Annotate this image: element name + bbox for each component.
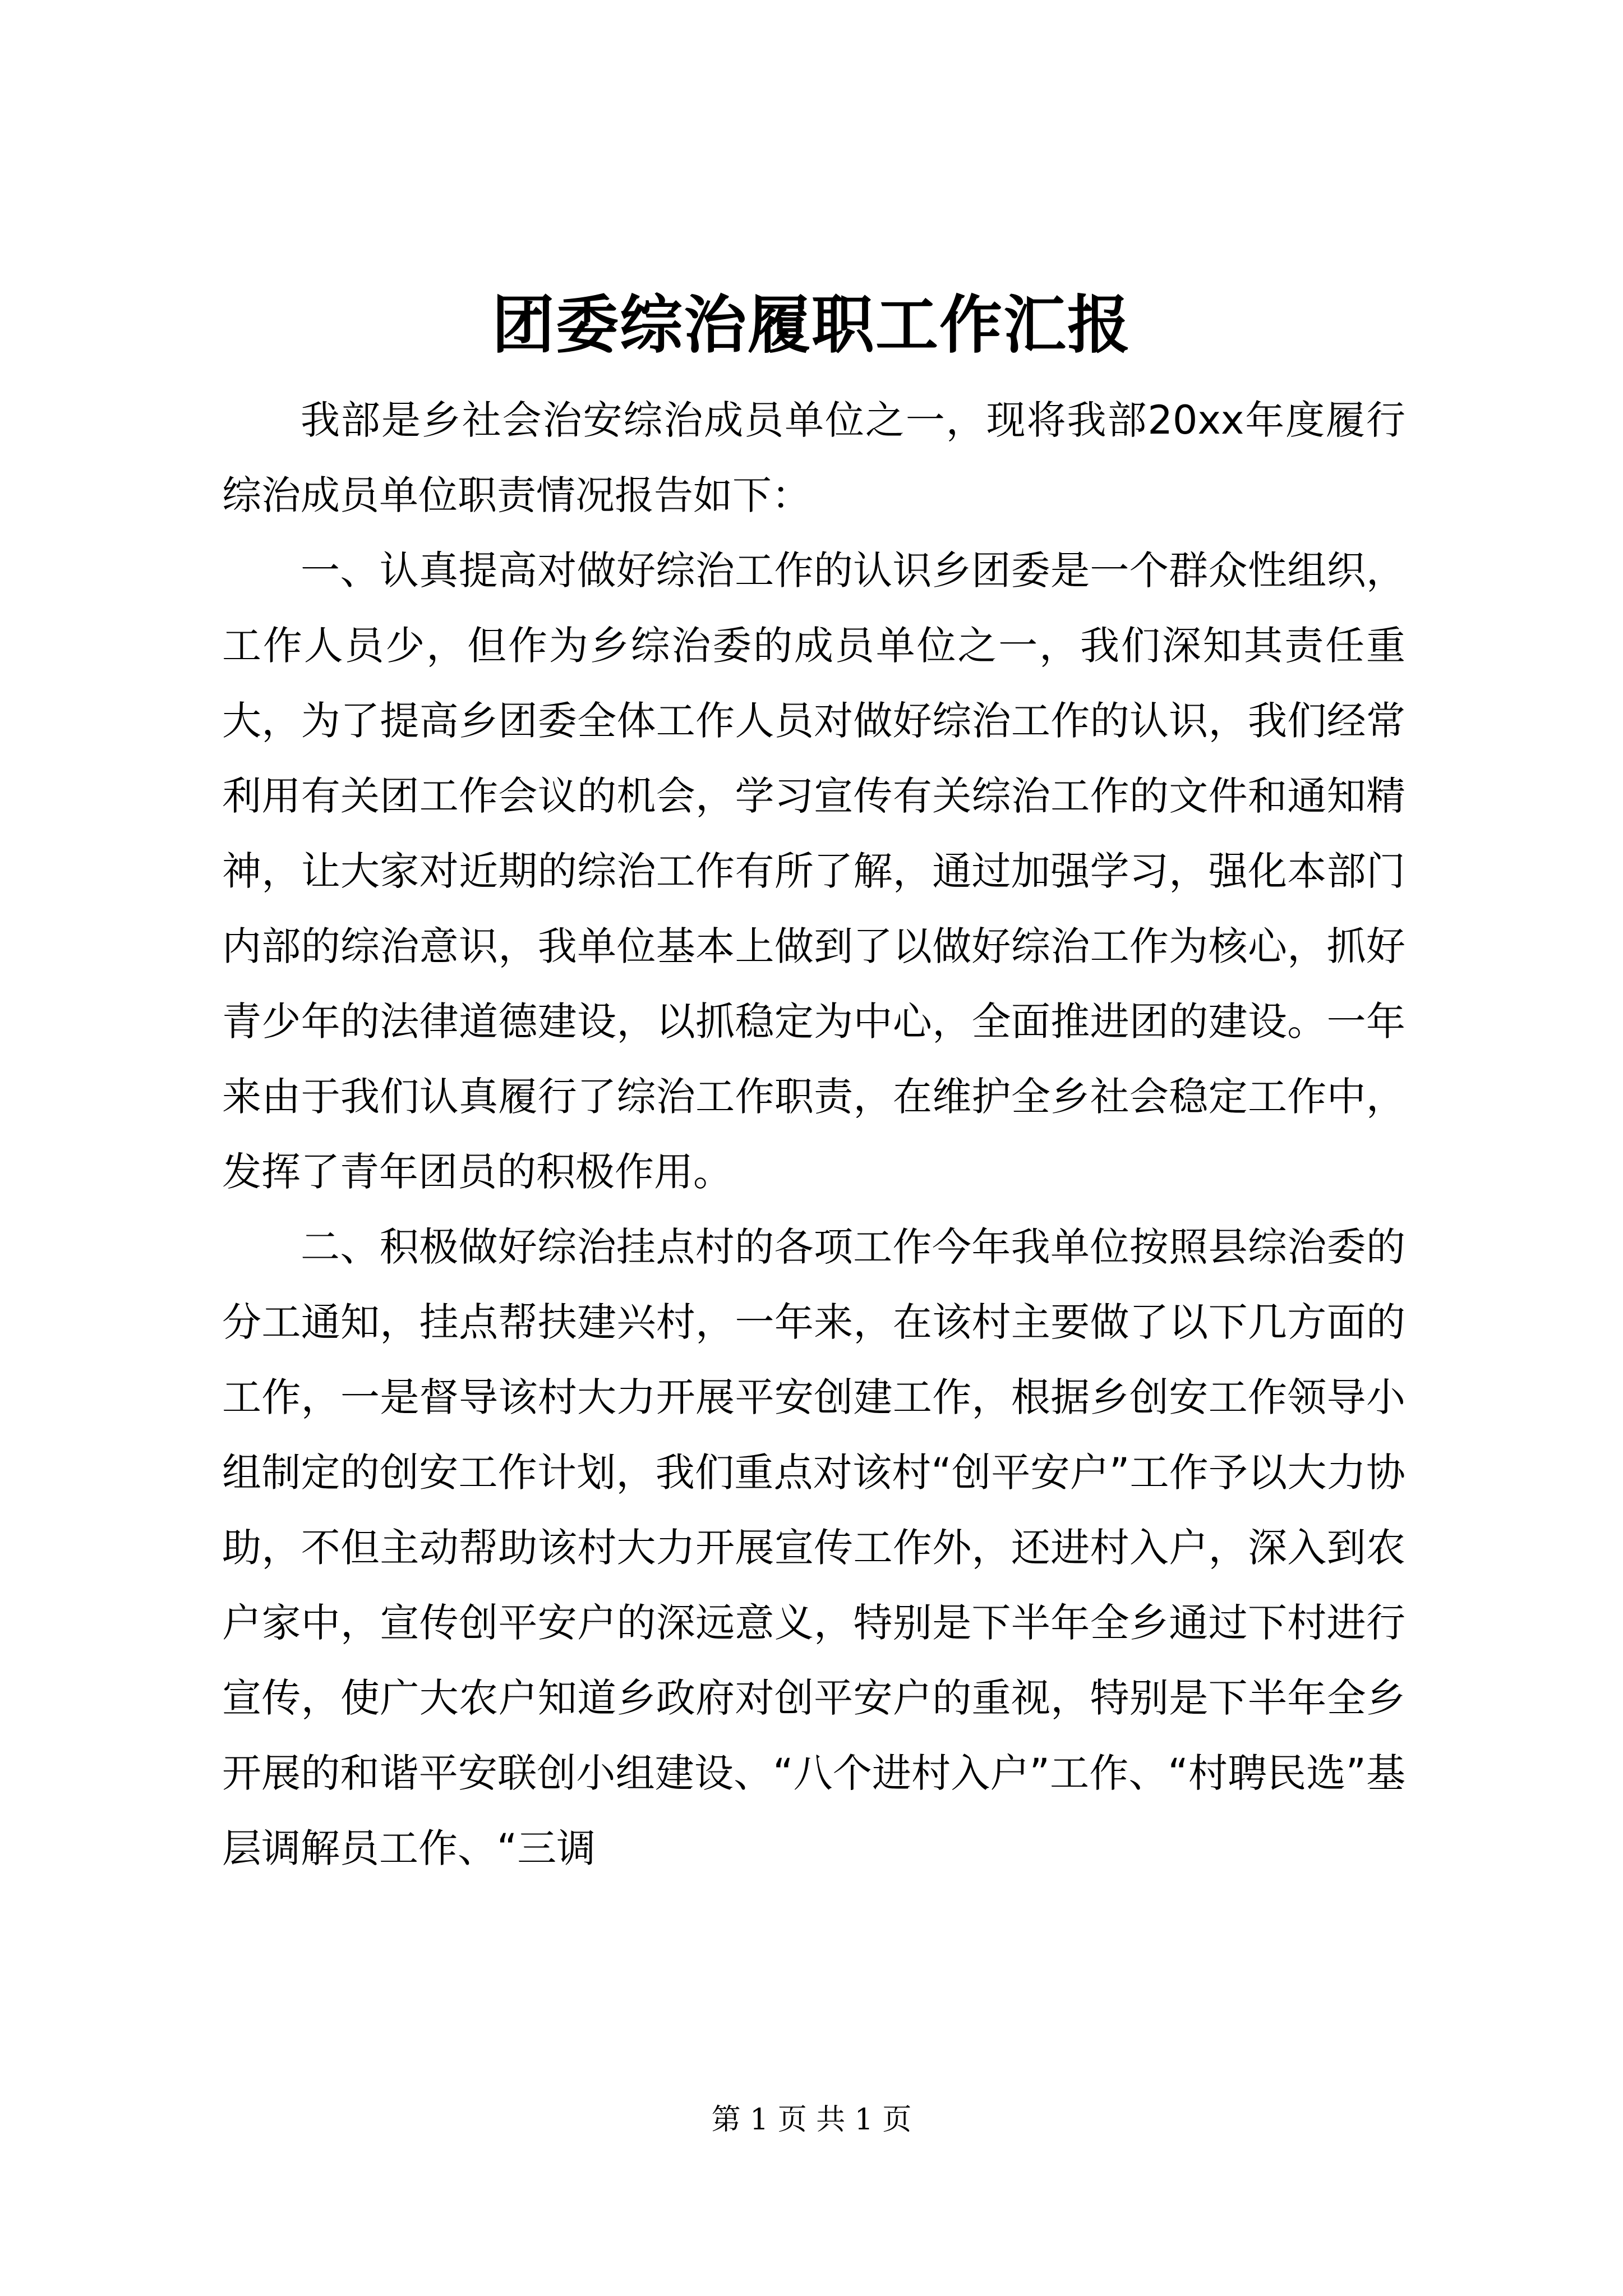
document-body [222,383,1405,1886]
page-footer: 第 1 页 共 1 页 [711,2103,912,2137]
document-title: 团委综治履职工作汇报 [492,288,1131,362]
paragraph-section-one: 一、认真提高对做好综治工作的认识乡团委是一个群众性组织，工作人员少，但作为乡综治委的成员单位之一，我们深知其责任重大，为了提高乡团委全体工作人员对做好综治工作的认识，我们经常利用有关团工作会议的机会，学习宣传有关综治工作的文件和通知精神，让大家对近期的综治工作有所了解，通过加强学习，强化本部门内部的综治意识，我单位基本上做到了以做好综治工作为核心，抓好青少年的法律道德建设，以抓稳定为中心，全面推进团的建设。一年来由于我们认真履行了综治工作职责，在维护全乡社会稳定工作中，发挥了青年团员的积极作用。 [222,547,1405,1195]
paragraph-section-two: 二、积极做好综治挂点村的各项工作今年我单位按照县综治委的分工通知，挂点帮扶建兴村，一年来，在该村主要做了以下几方面的工作，一是督导该村大力开展平安创建工作，根据乡创安工作领导小组制定的创安工作计划，我们重点对该村“创平安户”工作予以大力协助，不但主动帮助该村大力开展宣传工作外，还进村入户，深入到农户家中，宣传创平安户的深远意义，特别是下半年全乡通过下村进行宣传，使广大农户知道乡政府对创平安户的重视，特别是下半年全乡开展的和谐平安联创小组建设、“八个进村入户”工作、“村聘民选”基层调解员工作、“三调 [222,1224,1405,1871]
paragraph-intro: 我部是乡社会治安综治成员单位之一，现将我部20xx年度履行综治成员单位职责情况报告如下： [222,397,1405,518]
